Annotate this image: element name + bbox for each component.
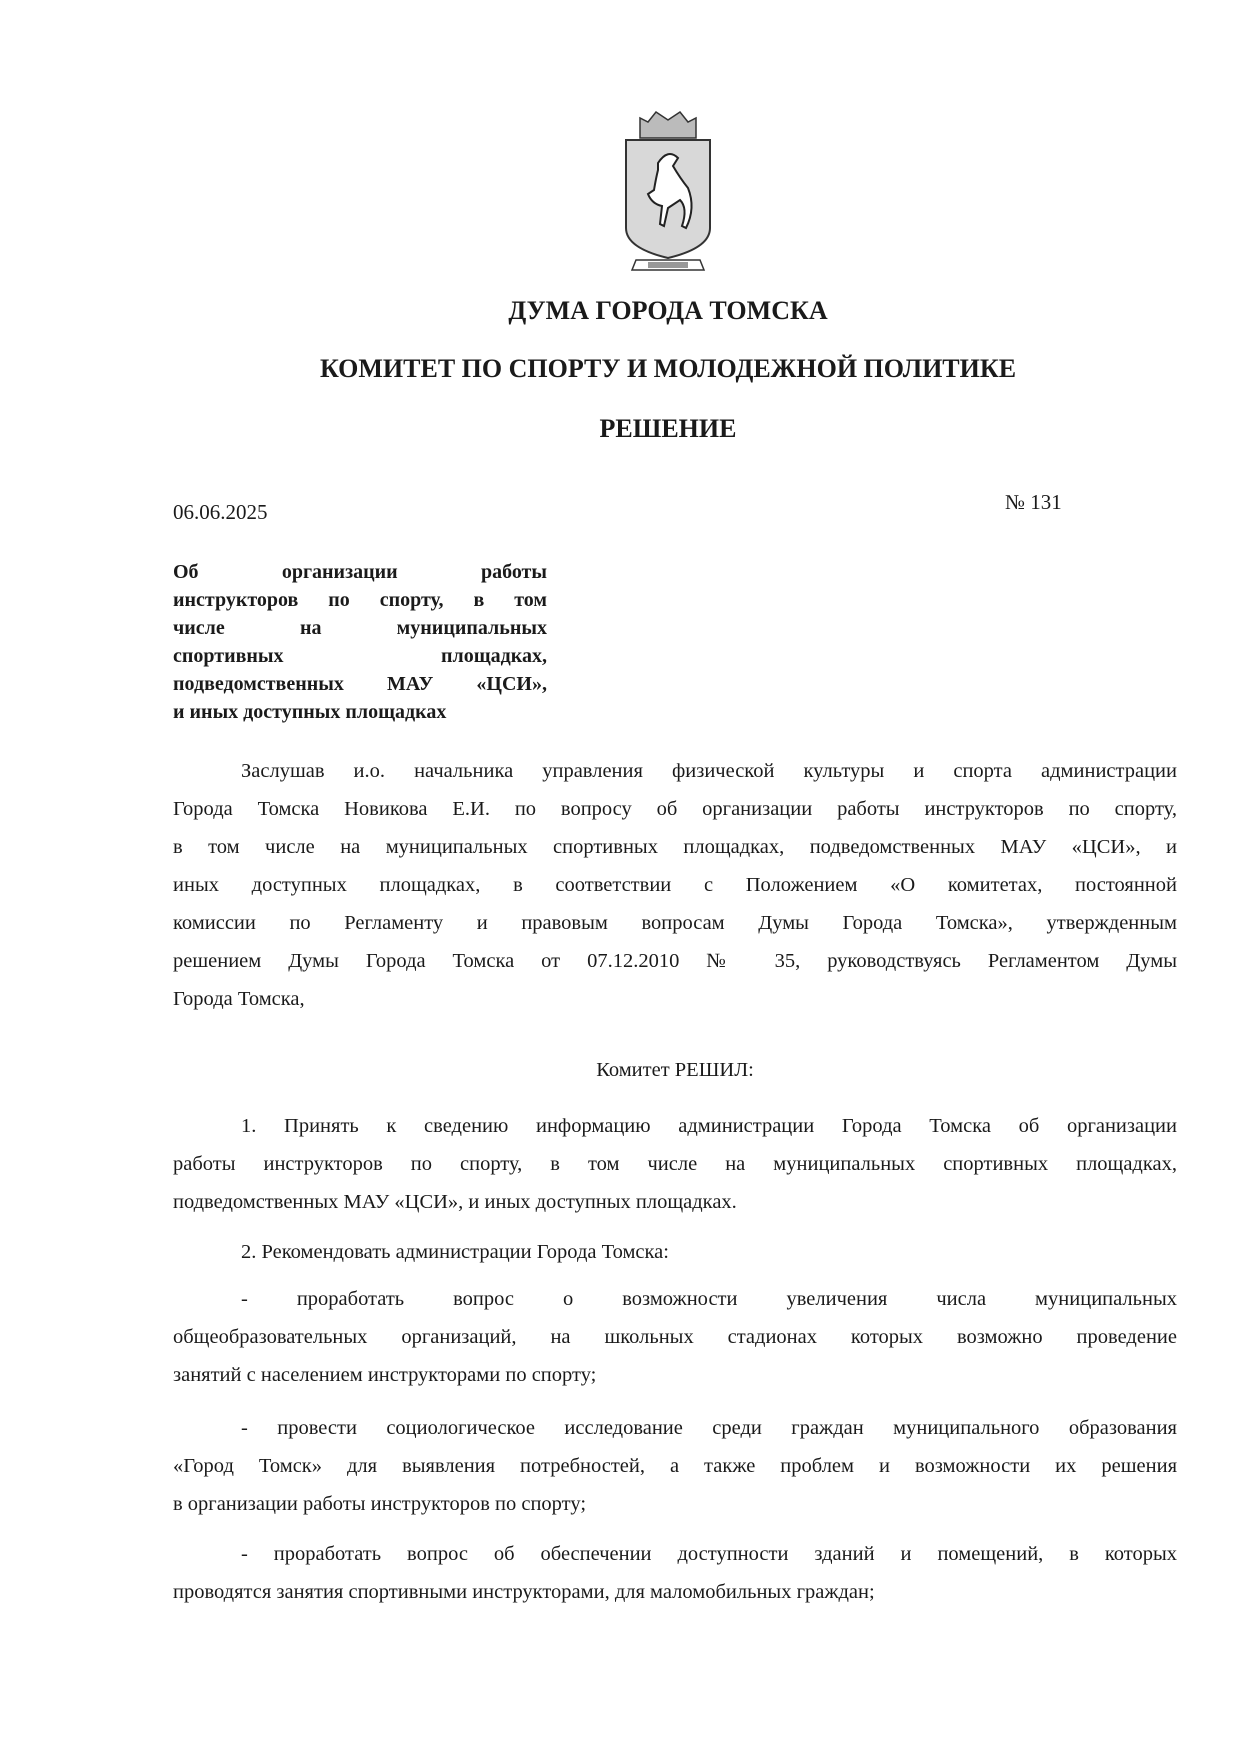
text-line: 2. Рекомендовать администрации Города Томска: xyxy=(241,1241,669,1263)
recommendation-3 xyxy=(173,1535,1177,1611)
org-title: ДУМА ГОРОДА ТОМСКА xyxy=(508,296,828,325)
recommendation-2 xyxy=(173,1409,1177,1523)
text-line: проводятся занятия спортивными инструкторами, для маломобильных граждан; xyxy=(173,1581,875,1603)
item-1 xyxy=(173,1107,1177,1221)
preamble-paragraph xyxy=(173,752,1177,1018)
subject-line: спортивных площадках, xyxy=(173,645,547,667)
subject-line: подведомственных МАУ «ЦСИ», xyxy=(173,673,547,695)
text-line: общеобразовательных организаций, на школьных стадионах которых возможно проведение xyxy=(173,1326,1177,1348)
text-line: Города Томска, xyxy=(173,988,305,1010)
text-line: - проработать вопрос о возможности увеличения числа муниципальных xyxy=(241,1288,1177,1310)
subject-line: инструкторов по спорту, в том xyxy=(173,589,547,611)
committee-title: КОМИТЕТ ПО СПОРТУ И МОЛОДЕЖНОЙ ПОЛИТИКЕ xyxy=(319,354,1017,383)
recommendation-1 xyxy=(173,1280,1177,1394)
decision-number: № 131 xyxy=(1005,490,1062,514)
text-line: занятий с населением инструкторами по спорту; xyxy=(173,1364,597,1386)
decision-date: 06.06.2025 xyxy=(173,500,268,524)
coat-of-arms-emblem xyxy=(618,108,718,283)
text-line: решением Думы Города Томска от 07.12.2010 № 35, руководствуясь Регламентом Думы xyxy=(173,950,1177,972)
text-line: работы инструкторов по спорту, в том числе на муниципальных спортивных площадках, xyxy=(173,1153,1177,1175)
resolved-heading xyxy=(173,1051,1177,1089)
text-line: «Город Томск» для выявления потребностей, а также проблем и возможности их решения xyxy=(173,1455,1177,1477)
text-line: Комитет РЕШИЛ: xyxy=(596,1059,754,1081)
text-line: в том числе на муниципальных спортивных площадках, подведомственных МАУ «ЦСИ», и xyxy=(173,836,1177,858)
text-line: подведомственных МАУ «ЦСИ», и иных доступных площадках. xyxy=(173,1191,737,1213)
decision-subject xyxy=(173,558,547,726)
text-line: комиссии по Регламенту и правовым вопросам Думы Города Томска», утвержденным xyxy=(173,912,1177,934)
subject-line: Об организации работы xyxy=(173,561,547,583)
subject-line: числе на муниципальных xyxy=(173,617,547,639)
text-line: Города Томска Новикова Е.И. по вопросу об организации работы инструкторов по спорту, xyxy=(173,798,1177,820)
text-line: - проработать вопрос об обеспечении доступности зданий и помещений, в которых xyxy=(241,1543,1177,1565)
text-line: Заслушав и.о. начальника управления физической культуры и спорта администрации xyxy=(241,760,1177,782)
text-line: иных доступных площадках, в соответствии с Положением «О комитетах, постоянной xyxy=(173,874,1177,896)
item-2 xyxy=(173,1233,1177,1271)
text-line: - провести социологическое исследование среди граждан муниципального образования xyxy=(241,1417,1177,1439)
text-line: в организации работы инструкторов по спорту; xyxy=(173,1493,587,1515)
text-line: 1. Принять к сведению информацию администрации Города Томска об организации xyxy=(241,1115,1177,1137)
subject-line: и иных доступных площадках xyxy=(173,701,447,723)
document-type: РЕШЕНИЕ xyxy=(599,414,737,443)
